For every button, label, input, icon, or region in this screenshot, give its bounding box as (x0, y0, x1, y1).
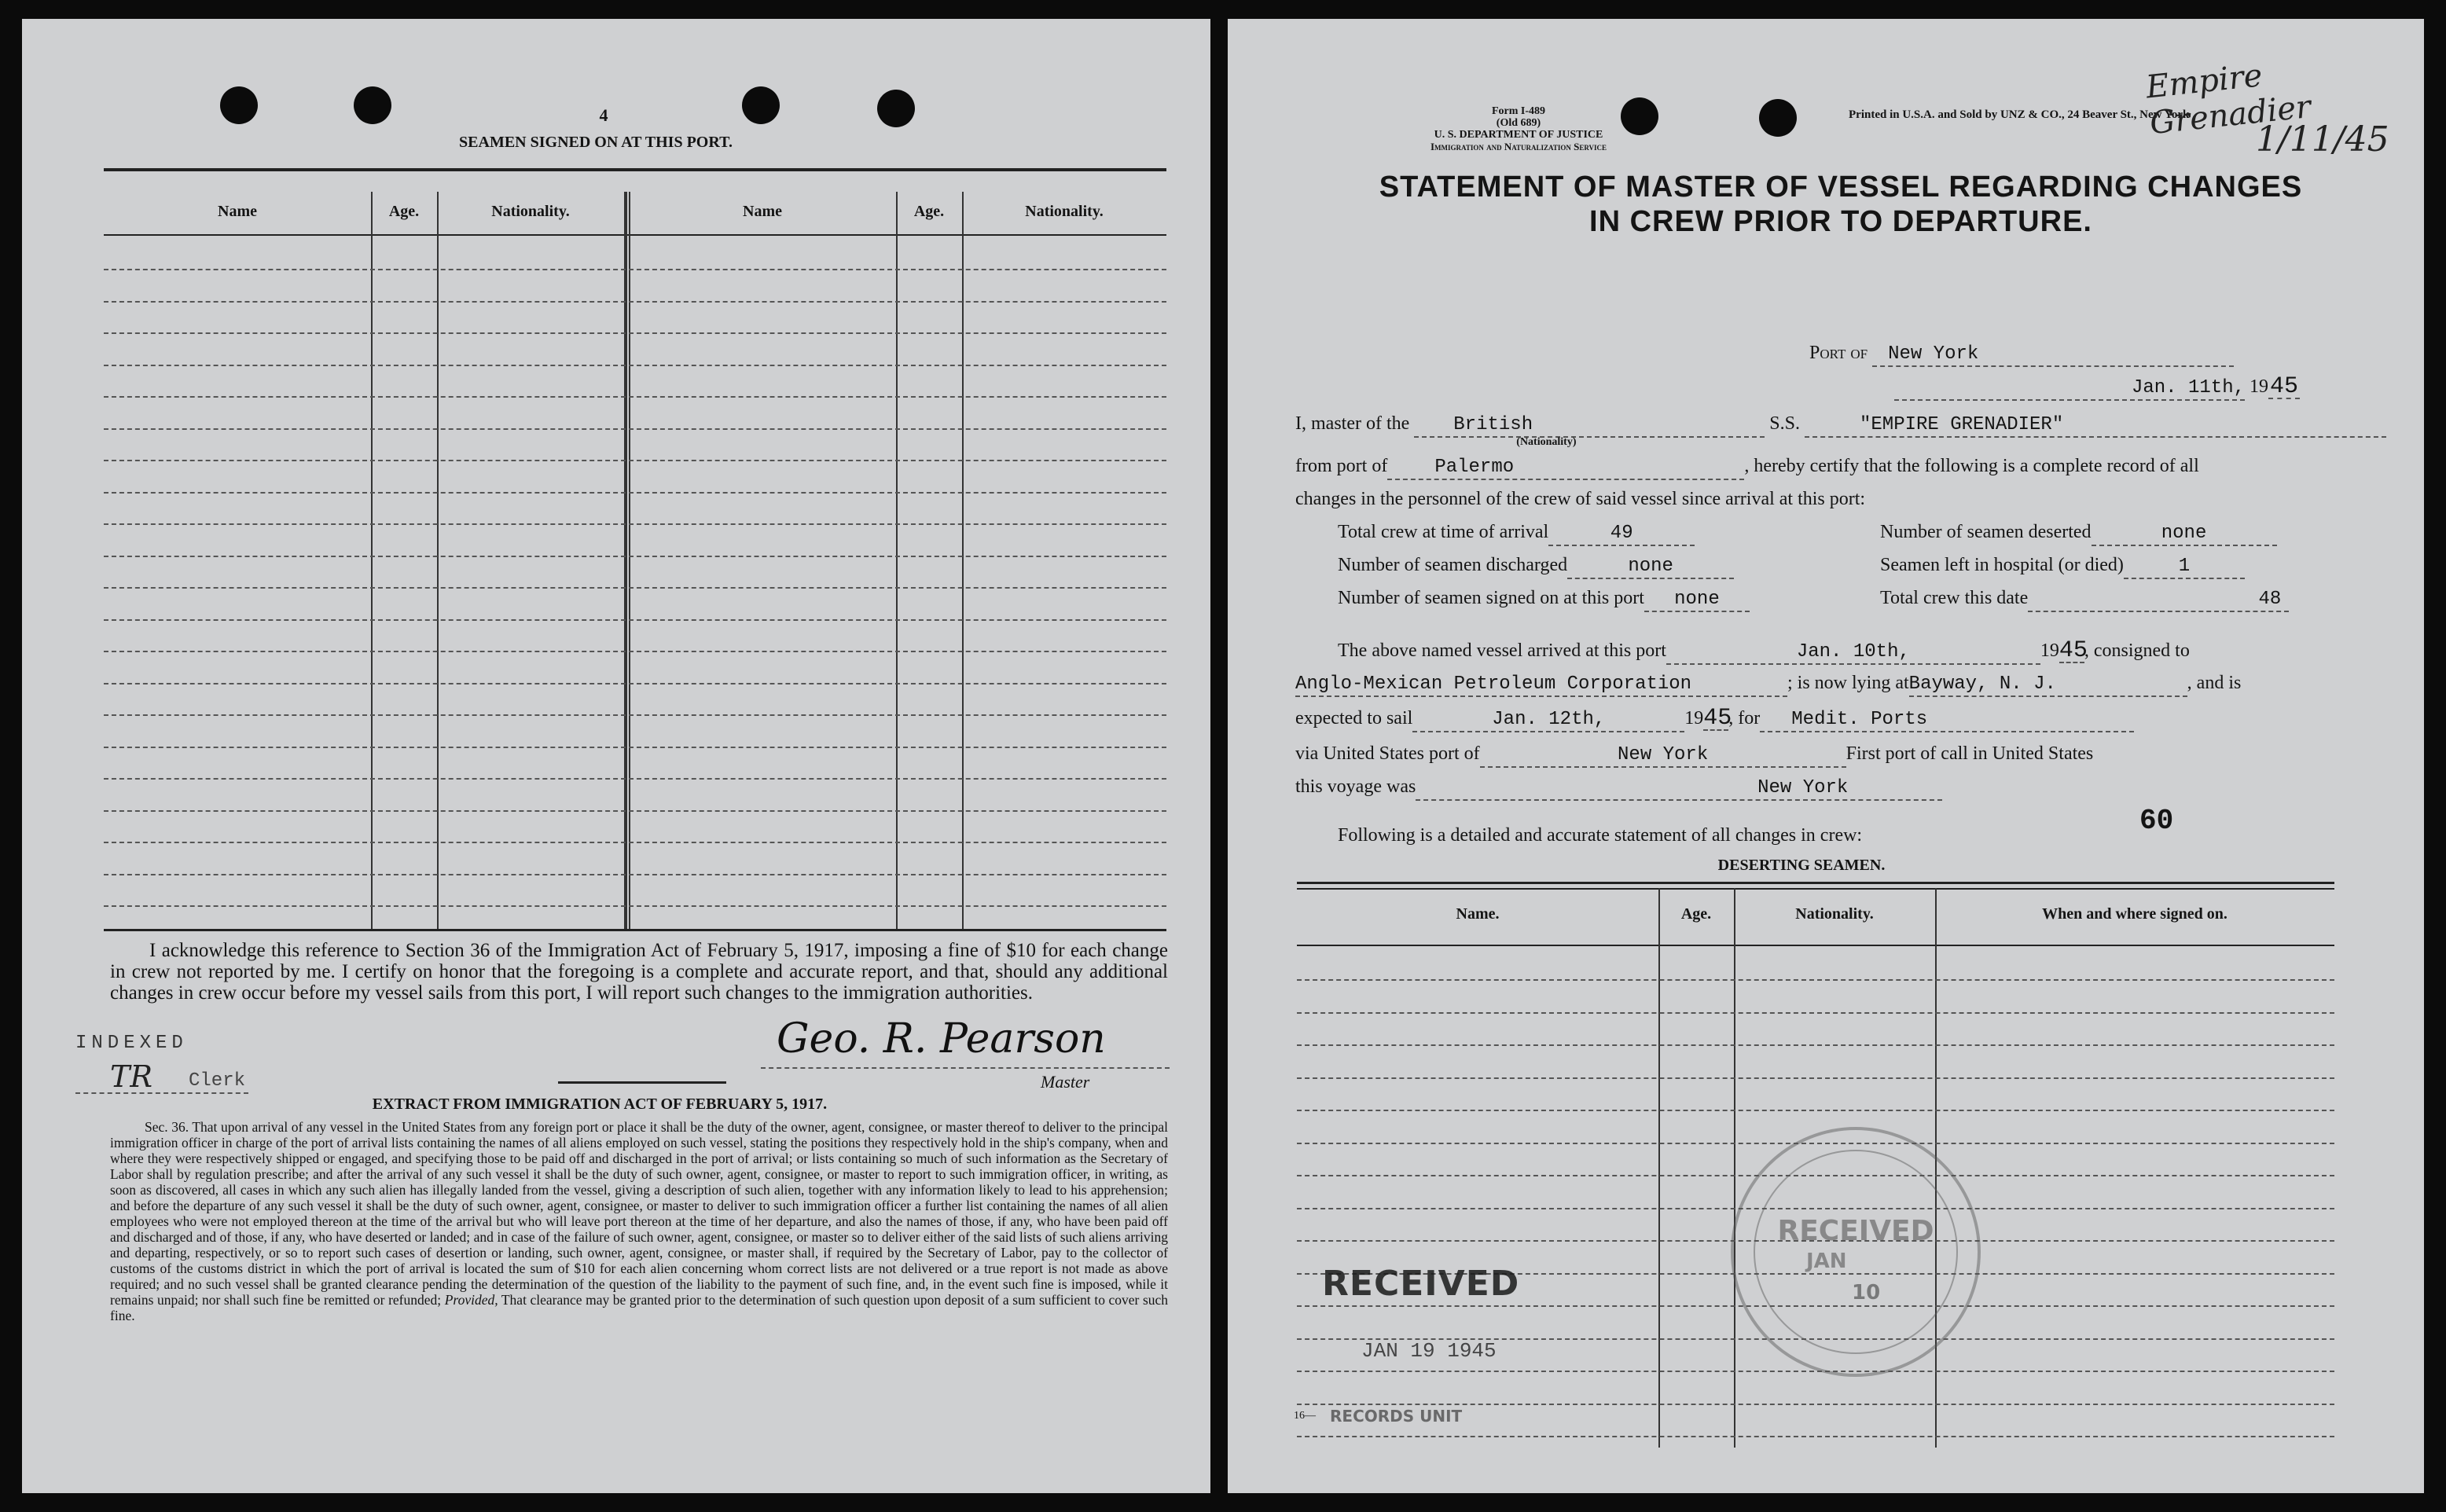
total-date-value: 48 (2028, 589, 2289, 612)
table-row (104, 556, 1166, 557)
port-value: New York (1872, 343, 2234, 367)
table-row (104, 365, 1166, 366)
table-row (1297, 1110, 2334, 1111)
punch-hole (220, 86, 258, 124)
column-header: Nationality. (491, 203, 570, 220)
table-row (104, 874, 1166, 875)
handwritten-date: 1/11/45 (2256, 119, 2389, 160)
table-row (104, 778, 1166, 780)
page-number: 4 (599, 105, 608, 125)
lying-value: Bayway, N. J. (1909, 673, 2187, 697)
voyage-line: this voyage was New York (1295, 776, 2424, 801)
nationality-value: British (Nationality) (1414, 414, 1765, 438)
date-value: Jan. 11th, (1894, 377, 2245, 401)
table-row (1297, 1371, 2334, 1372)
column-header: Nationality. (1025, 203, 1104, 220)
arrived-line: The above named vessel arrived at this port Jan. 10th, 1945, consigned to (1338, 637, 2190, 664)
deserting-seamen-title: DESERTING SEAMEN. (1717, 857, 1886, 874)
indexed-stamp: INDEXED (75, 1033, 188, 1054)
total-arrival-value: 49 (1548, 523, 1695, 546)
column-header: When and where signed on. (2042, 905, 2227, 923)
nationality-label: (Nationality) (1516, 436, 1577, 448)
deserted-line: Number of seamen deserted none (1880, 522, 2424, 546)
stamp-number: 60 (2139, 805, 2174, 837)
right-page (1228, 19, 2424, 1493)
sail-value: Jan. 12th, (1412, 709, 1684, 732)
from-port-line: from port of Palermo , hereby certify that the following is a complete record of all (1295, 456, 2424, 480)
column-header: Age. (1680, 905, 1712, 923)
via-line: via United States port of New York First port of call in United States (1295, 743, 2424, 768)
signed-on-value: none (1644, 589, 1750, 612)
table-row (104, 428, 1166, 430)
column-header: Name. (1456, 905, 1500, 923)
discharged-line: Number of seamen discharged none (1338, 555, 2424, 579)
master-label: Master (1041, 1072, 1090, 1092)
consignee-line: Anglo-Mexican Petroleum Corporation ; is now lying atBayway, N. J. , and is (1295, 673, 2424, 697)
table-row (104, 301, 1166, 303)
printer-note: Printed in U.S.A. and Sold by UNZ & CO., 24 Beaver St., New York (1849, 108, 2190, 121)
punch-hole (354, 86, 391, 124)
table-row (1297, 1436, 2334, 1437)
sail-line: expected to sail Jan. 12th, 1945, for Medit. Ports (1295, 707, 2424, 732)
table-row (104, 587, 1166, 589)
voyage-value: New York (1416, 777, 1942, 801)
received-stamp: RECEIVED (1322, 1264, 1520, 1304)
table-row (104, 905, 1166, 907)
punch-hole (1759, 99, 1797, 137)
destination-value: Medit. Ports (1760, 709, 2134, 732)
clerk-initials: TR (110, 1059, 152, 1094)
table-row (104, 619, 1166, 621)
table-row (1297, 1077, 2334, 1079)
form-header (1369, 105, 1668, 152)
table-row (104, 810, 1166, 812)
via-port-value: New York (1480, 744, 1846, 768)
acknowledgement-text: I acknowledge this reference to Section 36 of the Immigration Act of February 5, 1917, imposing a fine of $10 for each change in crew not reported by me. I certify on honor that the foregoing is a complete and accurate report, and that, should any additional changes in crew occur before my vessel sails from this port, I will report such changes to the immigration authorities. (110, 940, 1168, 1004)
form-number: Form I-489 (1491, 105, 1546, 117)
form-code: 16— (1294, 1410, 1316, 1422)
table-row (104, 269, 1166, 270)
vessel-name: "EMPIRE GRENADIER" (1805, 414, 2386, 438)
signed-on-line: Number of seamen signed on at this port none (1338, 588, 2424, 612)
table-row (104, 683, 1166, 684)
discharged-value: none (1567, 556, 1734, 579)
changes-line: changes in the personnel of the crew of said vessel since arrival at this port: (1295, 489, 1866, 509)
table-row (1297, 1012, 2334, 1014)
hospital-line: Seamen left in hospital (or died) 1 (1880, 555, 2424, 579)
table-row (104, 492, 1166, 494)
seamen-signed-on-title: SEAMEN SIGNED ON AT THIS PORT. (459, 134, 733, 151)
statement-title: STATEMENT OF MASTER OF VESSEL REGARDING CHANGES IN CREW PRIOR TO DEPARTURE. (1379, 171, 2303, 238)
hospital-value: 1 (2124, 556, 2245, 579)
service: Immigration and Naturalization Service (1430, 141, 1607, 152)
punch-hole (742, 86, 780, 124)
table-row (104, 332, 1166, 334)
punch-hole (877, 90, 915, 127)
table-row (104, 747, 1166, 748)
total-arrival-line: Total crew at time of arrival 49 (1338, 522, 2424, 546)
form-old-number: (Old 689) (1496, 117, 1541, 129)
master-line: I, master of the British (Nationality) S.S. "EMPIRE GRENADIER" (1295, 413, 2424, 438)
master-signature: Geo. R. Pearson (777, 1015, 1106, 1062)
received-date: JAN 19 1945 (1361, 1339, 1497, 1363)
column-header: Nationality. (1795, 905, 1874, 923)
year-value: 45 (2269, 373, 2298, 400)
table-row (1297, 979, 2334, 981)
following-text: Following is a detailed and accurate statement of all changes in crew: (1338, 825, 1863, 846)
table-row (104, 651, 1166, 652)
consignee-value: Anglo-Mexican Petroleum Corporation (1295, 673, 1787, 697)
column-header: Age. (913, 203, 945, 220)
extract-text: Sec. 36. That upon arrival of any vessel in the United States from any foreign port or place it shall be the duty of the owner, agent, consignee, or master thereof to deliver to the principal immigration officer in charge of the port of arrival lists containing the names of all aliens employed on such vessel, stating the positions they respectively hold in the ship's company, when and where they were respectively shipped or engaged, and specifying those to be paid off and discharged in the port of arrival; or lists containing so much of such information as the Secretary of Labor shall by regulation prescribe; and after the arrival of any such vessel it shall be the duty of such owner, agent, consignee, or master to report to such immigration officer, in writing, as soon as discovered, all cases in which any such alien has illegally landed from the vessel, giving a description of such alien, together with any information likely to lead to his apprehension; and before the departure of any such vessel it shall be the duty of such owner, agent, consignee, or master to deliver to such immigration officer a further list containing the names of all alien employees who were not employed thereon at the time of the arrival but who will leave port thereon at the time of her departure, and also the names of those, if any, who have been paid off and discharged and of those, if any, who have deserted or landed; and in case of the failure of such owner, agent, consignee, or master so to deliver either of the said lists of such aliens arriving and departing, respectively, or so to report such cases of desertion or landing, such owner, agent, consignee, or master shall, if required by the Secretary of Labor, pay to the collector of customs of the customs district in which the port of arrival is located the sum of $10 for each alien concerning whom correct lists are not delivered or a true report is not made as above required; and no such vessel shall be granted clearance pending the determination of the question of the liability to the payment of such fine, and, in the event such fine is imposed, while it remains unpaid; nor shall such fine be remitted or refunded; Provided, That clearance may be granted prior to the determination of such question upon deposit of a sum sufficient to cover such fine. (110, 1119, 1169, 1323)
left-page (22, 19, 1210, 1493)
signed-on-table (104, 168, 1166, 930)
department: U. S. DEPARTMENT OF JUSTICE (1434, 129, 1603, 141)
handwritten-vessel-note: Empire Grenadier (2144, 57, 2313, 142)
deserted-value: none (2092, 523, 2277, 546)
table-row (104, 396, 1166, 398)
port-line: Port of New York (1809, 343, 2424, 367)
round-received-stamp: RECEIVED JAN 10 (1731, 1127, 1981, 1377)
column-header: Name (218, 203, 257, 220)
table-row (104, 523, 1166, 525)
table-row (104, 714, 1166, 716)
table-row (1297, 1404, 2334, 1405)
records-unit-stamp: RECORDS UNIT (1330, 1407, 1463, 1426)
table-row (1297, 1044, 2334, 1046)
column-header: Name (743, 203, 782, 220)
total-date-line: Total crew this date 48 (1880, 588, 2424, 612)
table-row (104, 460, 1166, 461)
clerk-line (75, 1059, 248, 1094)
column-header: Age. (388, 203, 420, 220)
arrived-value: Jan. 10th, (1666, 641, 2040, 665)
clerk-label: Clerk (189, 1070, 246, 1092)
from-port-value: Palermo (1387, 457, 1744, 480)
date-line: Jan. 11th, 1945 (1894, 376, 2424, 401)
extract-title: EXTRACT FROM IMMIGRATION ACT OF FEBRUARY 5, 1917. (372, 1095, 828, 1113)
table-row (104, 842, 1166, 843)
